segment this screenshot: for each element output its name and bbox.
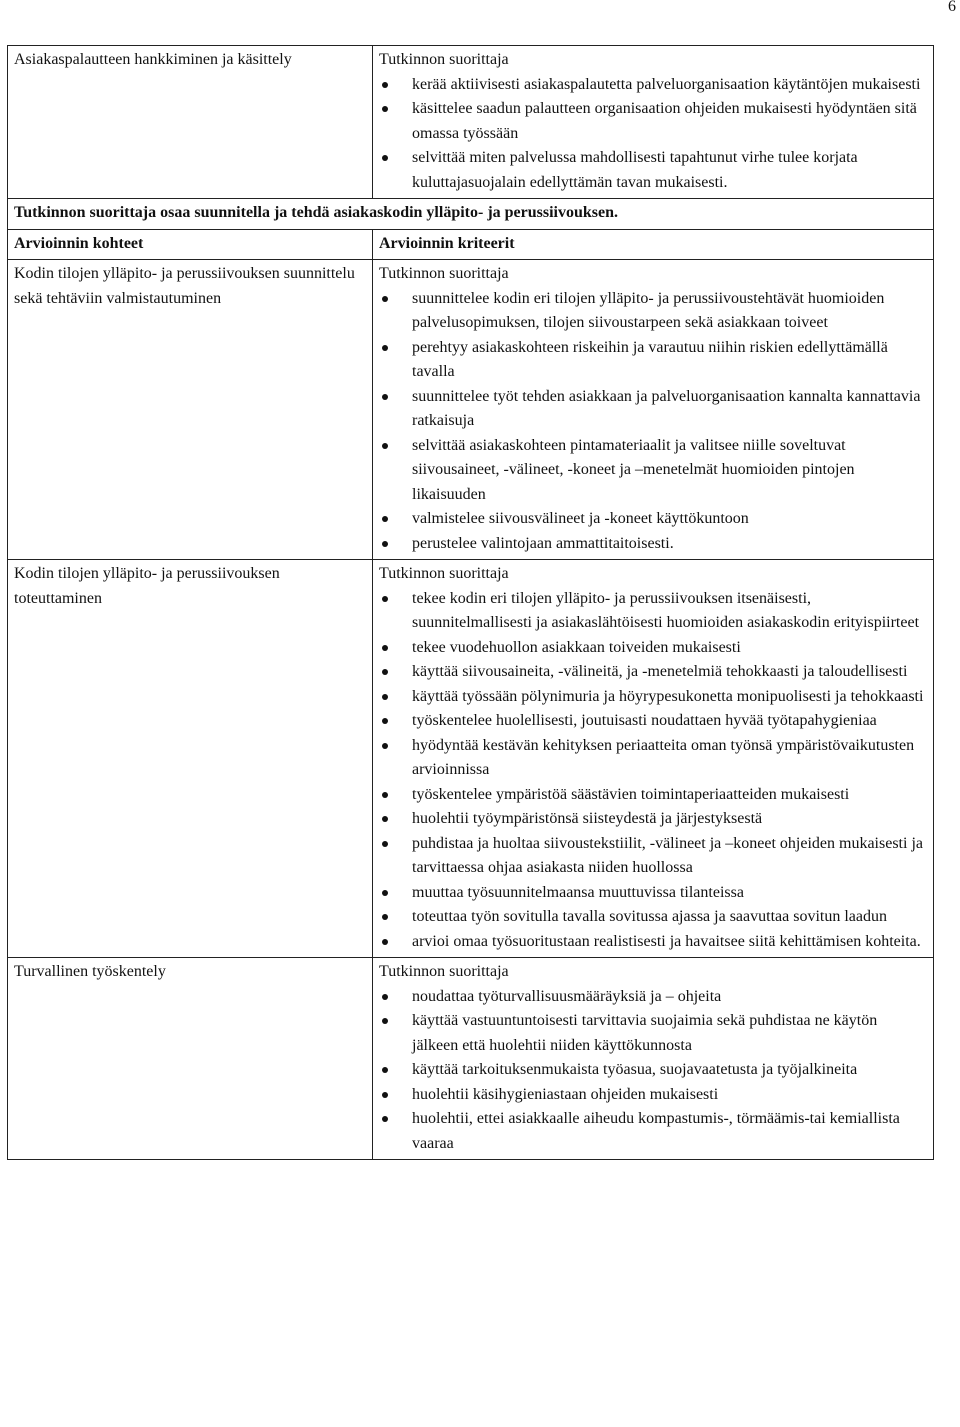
assessment-table	[7, 45, 934, 1160]
list-item: käyttää vastuuntuntoisesti tarvittavia suojaimia sekä puhdistaa ne käytön jälkeen että huolehtii niiden käyttökunnosta	[379, 1009, 927, 1058]
list-item: perehtyy asiakaskohteen riskeihin ja varautuu niihin riskien edellyttämällä tavalla	[379, 336, 927, 385]
list-item: valmistelee siivousvälineet ja -koneet käyttökuntoon	[379, 507, 927, 532]
list-item: käyttää työssään pölynimuria ja höyrypesukonetta monipuolisesti ja tehokkaasti	[379, 685, 927, 710]
list-item: muuttaa työsuunnitelmaansa muuttuvissa tilanteissa	[379, 881, 927, 906]
list-item: hyödyntää kestävän kehityksen periaatteita oman työnsä ympäristövaikutusten arvioinnissa	[379, 734, 927, 783]
criteria-intro: Tutkinnon suorittaja	[379, 565, 509, 582]
criteria-cell	[373, 260, 934, 560]
target-cell: Kodin tilojen ylläpito- ja perussiivouksen toteuttaminen	[8, 560, 373, 958]
section-heading-row	[8, 199, 934, 230]
table-row-planning	[8, 260, 934, 560]
list-item: huolehtii työympäristönsä siisteydestä ja järjestyksestä	[379, 807, 927, 832]
header-row	[8, 229, 934, 260]
target-cell: Kodin tilojen ylläpito- ja perussiivouksen suunnittelu sekä tehtäviin valmistautuminen	[8, 260, 373, 560]
list-item: arvioi omaa työsuoritustaan realistisesti ja havaitsee siitä kehittämisen kohteita.	[379, 930, 927, 955]
table-row-execution	[8, 560, 934, 958]
target-cell: Turvallinen työskentely	[8, 958, 373, 1160]
list-item: käyttää tarkoituksenmukaista työasua, suojavaatetusta ja työjalkineita	[379, 1058, 927, 1083]
list-item: selvittää miten palvelussa mahdollisesti tapahtunut virhe tulee korjata kuluttajasuojalain edellyttämän tavan mukaisesti.	[379, 146, 927, 195]
list-item: noudattaa työturvallisuusmääräyksiä ja – ohjeita	[379, 985, 927, 1010]
criteria-cell	[373, 560, 934, 958]
page-number: 6	[948, 0, 956, 15]
header-targets: Arvioinnin kohteet	[8, 229, 373, 260]
list-item: tekee vuodehuollon asiakkaan toiveiden mukaisesti	[379, 636, 927, 661]
list-item: perustelee valintojaan ammattitaitoisesti.	[379, 532, 927, 557]
criteria-intro: Tutkinnon suorittaja	[379, 963, 509, 980]
list-item: tekee kodin eri tilojen ylläpito- ja perussiivouksen itsenäisesti, suunnitelmallisesti ja asiakaslähtöisesti huomioiden asiakaskodin erityispiirteet	[379, 587, 927, 636]
list-item: työskentelee ympäristöä säästävien toimintaperiaatteiden mukaisesti	[379, 783, 927, 808]
criteria-list	[379, 985, 927, 1157]
list-item: käyttää siivousaineita, -välineitä, ja -menetelmiä tehokkaasti ja taloudellisesti	[379, 660, 927, 685]
list-item: huolehtii käsihygieniastaan ohjeiden mukaisesti	[379, 1083, 927, 1108]
list-item: huolehtii, ettei asiakkaalle aiheudu kompastumis-, törmäämis-tai kemiallista vaaraa	[379, 1107, 927, 1156]
list-item: suunnittelee kodin eri tilojen ylläpito- ja perussiivoustehtävät huomioiden palvelusopimuksen, tilojen siivoustarpeen sekä asiakkaan toiveet	[379, 287, 927, 336]
criteria-intro: Tutkinnon suorittaja	[379, 51, 509, 68]
header-criteria: Arvioinnin kriteerit	[373, 229, 934, 260]
list-item: käsittelee saadun palautteen organisaation ohjeiden mukaisesti hyödyntäen sitä omassa työssään	[379, 97, 927, 146]
criteria-list	[379, 587, 927, 955]
list-item: työskentelee huolellisesti, joutuisasti noudattaen hyvää työtapahygieniaa	[379, 709, 927, 734]
target-cell: Asiakaspalautteen hankkiminen ja käsittely	[8, 46, 373, 199]
criteria-list	[379, 287, 927, 557]
criteria-cell	[373, 46, 934, 199]
table-row-customer-feedback	[8, 46, 934, 199]
list-item: toteuttaa työn sovitulla tavalla sovitussa ajassa ja saavuttaa sovitun laadun	[379, 905, 927, 930]
criteria-cell	[373, 958, 934, 1160]
list-item: selvittää asiakaskohteen pintamateriaalit ja valitsee niille soveltuvat siivousaineet, -välineet, -koneet ja –menetelmät huomioiden pintojen likaisuuden	[379, 434, 927, 508]
criteria-intro: Tutkinnon suorittaja	[379, 265, 509, 282]
list-item: suunnittelee työt tehden asiakkaan ja palveluorganisaation kannalta kannattavia ratkaisuja	[379, 385, 927, 434]
list-item: kerää aktiivisesti asiakaspalautetta palveluorganisaation käytäntöjen mukaisesti	[379, 73, 927, 98]
list-item: puhdistaa ja huoltaa siivoustekstiilit, -välineet ja –koneet ohjeiden mukaisesti ja tarvittaessa ohjaa asiakasta niiden huollossa	[379, 832, 927, 881]
table-row-safety	[8, 958, 934, 1160]
criteria-list	[379, 73, 927, 196]
section-heading: Tutkinnon suorittaja osaa suunnitella ja tehdä asiakaskodin ylläpito- ja perussiivouksen.	[8, 199, 934, 230]
